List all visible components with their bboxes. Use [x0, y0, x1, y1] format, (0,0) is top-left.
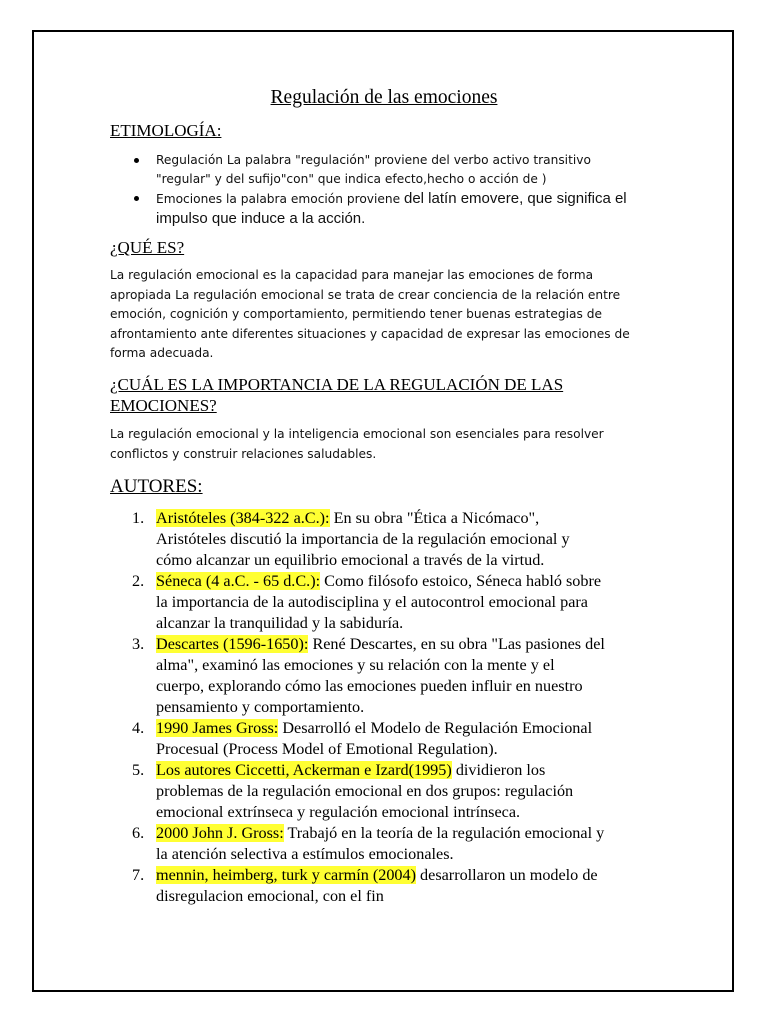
autores-heading: AUTORES: [110, 476, 203, 497]
author-highlight: Los autores Ciccetti, Ackerman e Izard(1995) [156, 761, 452, 779]
author-highlight: Descartes (1596-1650): [156, 635, 309, 653]
author-item: 3. Descartes (1596-1650): René Descartes, en su obra "Las pasiones del alma", examinó las emociones y su relación con la mente y el cuerpo, explorando cómo las emociones pueden influir en nuestro pensamiento y comportamiento. [132, 635, 605, 716]
author-item: 6. 2000 John J. Gross: Trabajó en la teoría de la regulación emocional y la atención selectiva a estímulos emocionales. [132, 824, 605, 863]
bullet-dot-icon [134, 158, 139, 163]
author-item: 1. Aristóteles (384-322 a.C.): En su obra "Ética a Nicómaco", Aristóteles discutió la importancia de la regulación emocional y cómo alcanzar un equilibrio emocional a través de la virtud. [132, 509, 570, 569]
que-es-heading: ¿QUÉ ES? [110, 238, 185, 257]
author-highlight: 1990 James Gross: [156, 719, 279, 737]
author-item: 7. mennin, heimberg, turk y carmín (2004) desarrollaron un modelo de disregulacion emocional, con el fin [132, 866, 598, 905]
bullet-dot-icon [134, 196, 139, 201]
document-title: Regulación de las emociones [270, 87, 498, 108]
author-item: 4. 1990 James Gross: Desarrolló el Modelo de Regulación Emocional Procesual (Process Model of Emotional Regulation). [132, 719, 593, 758]
author-highlight: Aristóteles (384-322 a.C.): [156, 509, 330, 527]
importancia-heading: ¿CUÁL ES LA IMPORTANCIA DE LA REGULACIÓN DE LAS EMOCIONES? [110, 375, 564, 415]
etimologia-heading: ETIMOLOGÍA: [110, 121, 222, 140]
bullet-item: Regulación La palabra "regulación" proviene del verbo activo transitivo "regular" y del sufijo"con" que indica efecto,hecho o acción de ) [130, 151, 690, 189]
que-es-paragraph: La regulación emocional es la capacidad para manejar las emociones de forma apropiada La regulación emocional se trata de crear conciencia de la relación entre emoción, cognición y comportamiento, permitiendo tener buenas estrategias de afrontamiento ante diferentes situaciones y capacidad de expresar las emociones de forma adecuada. [110, 268, 630, 360]
author-item: 2. Séneca (4 a.C. - 65 d.C.): Como filósofo estoico, Séneca habló sobre la importancia de la autodisciplina y el autocontrol emocional para alcanzar la tranquilidad y la sabiduría. [132, 572, 602, 632]
authors-list [132, 508, 672, 907]
author-highlight: 2000 John J. Gross: [156, 824, 284, 842]
author-highlight: mennin, heimberg, turk y carmín (2004) [156, 866, 416, 884]
importancia-paragraph: La regulación emocional y la inteligencia emocional son esenciales para resolver conflictos y construir relaciones saludables. [110, 427, 604, 461]
etimologia-list [130, 151, 690, 229]
author-item: 5. Los autores Ciccetti, Ackerman e Izard(1995) dividieron los problemas de la regulación emocional en dos grupos: regulación emocional extrínseca y regulación emocional intrínseca. [132, 761, 574, 821]
bullet-item: Emociones la palabra emoción proviene del latín emovere, que significa el impulso que induce a la acción. [130, 189, 690, 229]
author-highlight: Séneca (4 a.C. - 65 d.C.): [156, 572, 321, 590]
